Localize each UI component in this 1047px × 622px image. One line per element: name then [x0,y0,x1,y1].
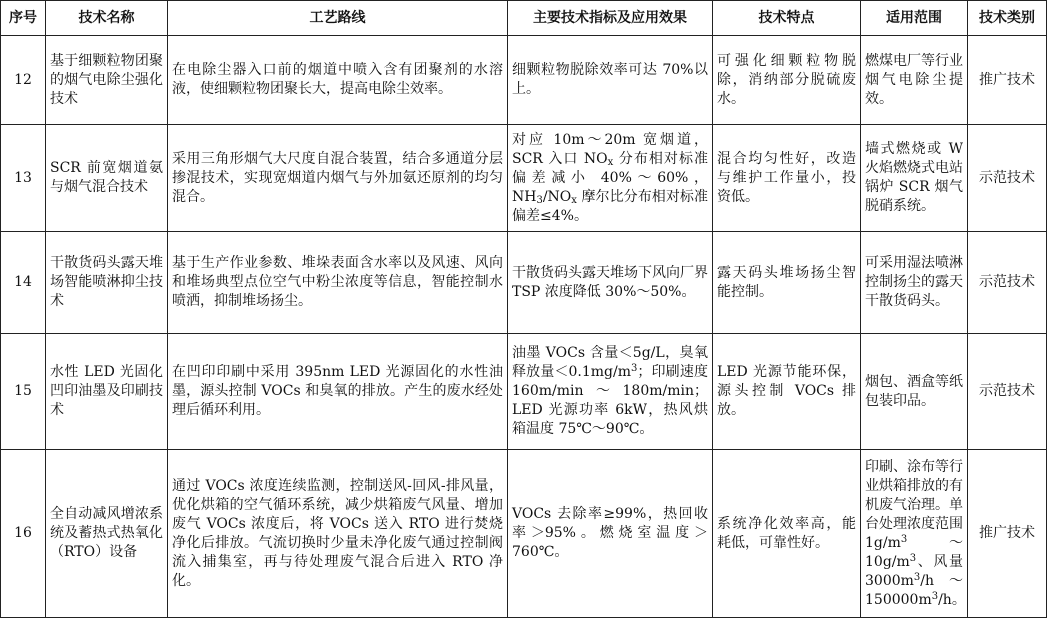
row-number: 14 [1,232,46,334]
indicators: VOCs 去除率≥99%，热回收率＞95%。燃烧室温度＞760℃。 [508,450,713,618]
scope: 烟包、酒盒等纸包装印品。 [861,334,968,450]
category: 示范技术 [968,232,1047,334]
features: 系统净化效率高，能耗低，可靠性好。 [713,450,861,618]
scope: 可采用湿法喷淋控制扬尘的露天干散货码头。 [861,232,968,334]
table-row [1,334,1047,450]
table-header-row [1,1,1047,36]
table-row [1,36,1047,125]
table-row [1,232,1047,334]
category: 示范技术 [968,125,1047,232]
features: 可强化细颗粒物脱除，消纳部分脱硫废水。 [713,36,861,125]
process-route: 通过 VOCs 浓度连续监测，控制送风-回风-排风量，优化烘箱的空气循环系统，减少烘箱废气风量、增加废气 VOCs 浓度后，将 VOCs 送入 RTO 进行焚烧净化后排放。气流切换时少量未净化废气通过控制阀流入捕集室，再与待处理废气混合后进入 RTO 净化。 [168,450,508,618]
scope: 燃煤电厂等行业烟气电除尘提效。 [861,36,968,125]
features: 混合均匀性好，改造与维护工作量小，投资低。 [713,125,861,232]
tech-name: 干散货码头露天堆场智能喷淋抑尘技术 [46,232,168,334]
tech-name: 基于细颗粒物团聚的烟气电除尘强化技术 [46,36,168,125]
header-features: 技术特点 [713,1,861,36]
header-scope: 适用范围 [861,1,968,36]
category: 示范技术 [968,334,1047,450]
row-number: 15 [1,334,46,450]
row-number: 12 [1,36,46,125]
indicators: 干散货码头露天堆场下风向厂界 TSP 浓度降低 30%～50%。 [508,232,713,334]
process-route: 基于生产作业参数、堆垛表面含水率以及风速、风向和堆场典型点位空气中粉尘浓度等信息，智能控制水喷洒，抑制堆场扬尘。 [168,232,508,334]
header-indicators: 主要技术指标及应用效果 [508,1,713,36]
scope: 墙式燃烧或 W 火焰燃烧式电站锅炉 SCR 烟气脱硝系统。 [861,125,968,232]
indicators: 对应 10m～20m 宽烟道，SCR 入口 $NO_x$ 分布相对标准偏差减小 40%～60%，$NH_3/NO_x$ 摩尔比分布相对标准偏差≤4%。 [508,125,713,232]
features: 露天码头堆场扬尘智能控制。 [713,232,861,334]
process-route: 在电除尘器入口前的烟道中喷入含有团聚剂的水溶液，使细颗粒物团聚长大，提高电除尘效率。 [168,36,508,125]
table-row [1,125,1047,232]
category: 推广技术 [968,36,1047,125]
header-no: 序号 [1,1,46,36]
header-name: 技术名称 [46,1,168,36]
row-number: 13 [1,125,46,232]
tech-name: 水性 LED 光固化凹印油墨及印刷技术 [46,334,168,450]
indicators: 细颗粒物脱除效率可达 70%以上。 [508,36,713,125]
header-process: 工艺路线 [168,1,508,36]
row-number: 16 [1,450,46,618]
process-route: 在凹印印刷中采用 395nm LED 光源固化的水性油墨，源头控制 VOCs 和臭氧的排放。产生的废水经处理后循环利用。 [168,334,508,450]
features: LED 光源节能环保，源头控制 VOCs 排放。 [713,334,861,450]
process-route: 采用三角形烟气大尺度自混合装置，结合多通道分层掺混技术，实现宽烟道内烟气与外加氨还原剂的均匀混合。 [168,125,508,232]
scope: 印刷、涂布等行业烘箱排放的有机废气治理。单台处理浓度范围 $1g/m^3\sim 10g/m^3$、风量 $3000m^3/h\sim 150000m^3/h$。 [861,450,968,618]
header-category: 技术类别 [968,1,1047,36]
tech-name: 全自动减风增浓系统及蓄热式热氧化（RTO）设备 [46,450,168,618]
category: 推广技术 [968,450,1047,618]
tech-name: SCR 前宽烟道氨与烟气混合技术 [46,125,168,232]
indicators: 油墨 VOCs 含量＜5g/L，臭氧释放量$<0.1mg/m^3$；印刷速度 160m/min～180m/min；LED 光源功率 6kW，热风烘箱温度 75℃～90℃。 [508,334,713,450]
table-row [1,450,1047,618]
